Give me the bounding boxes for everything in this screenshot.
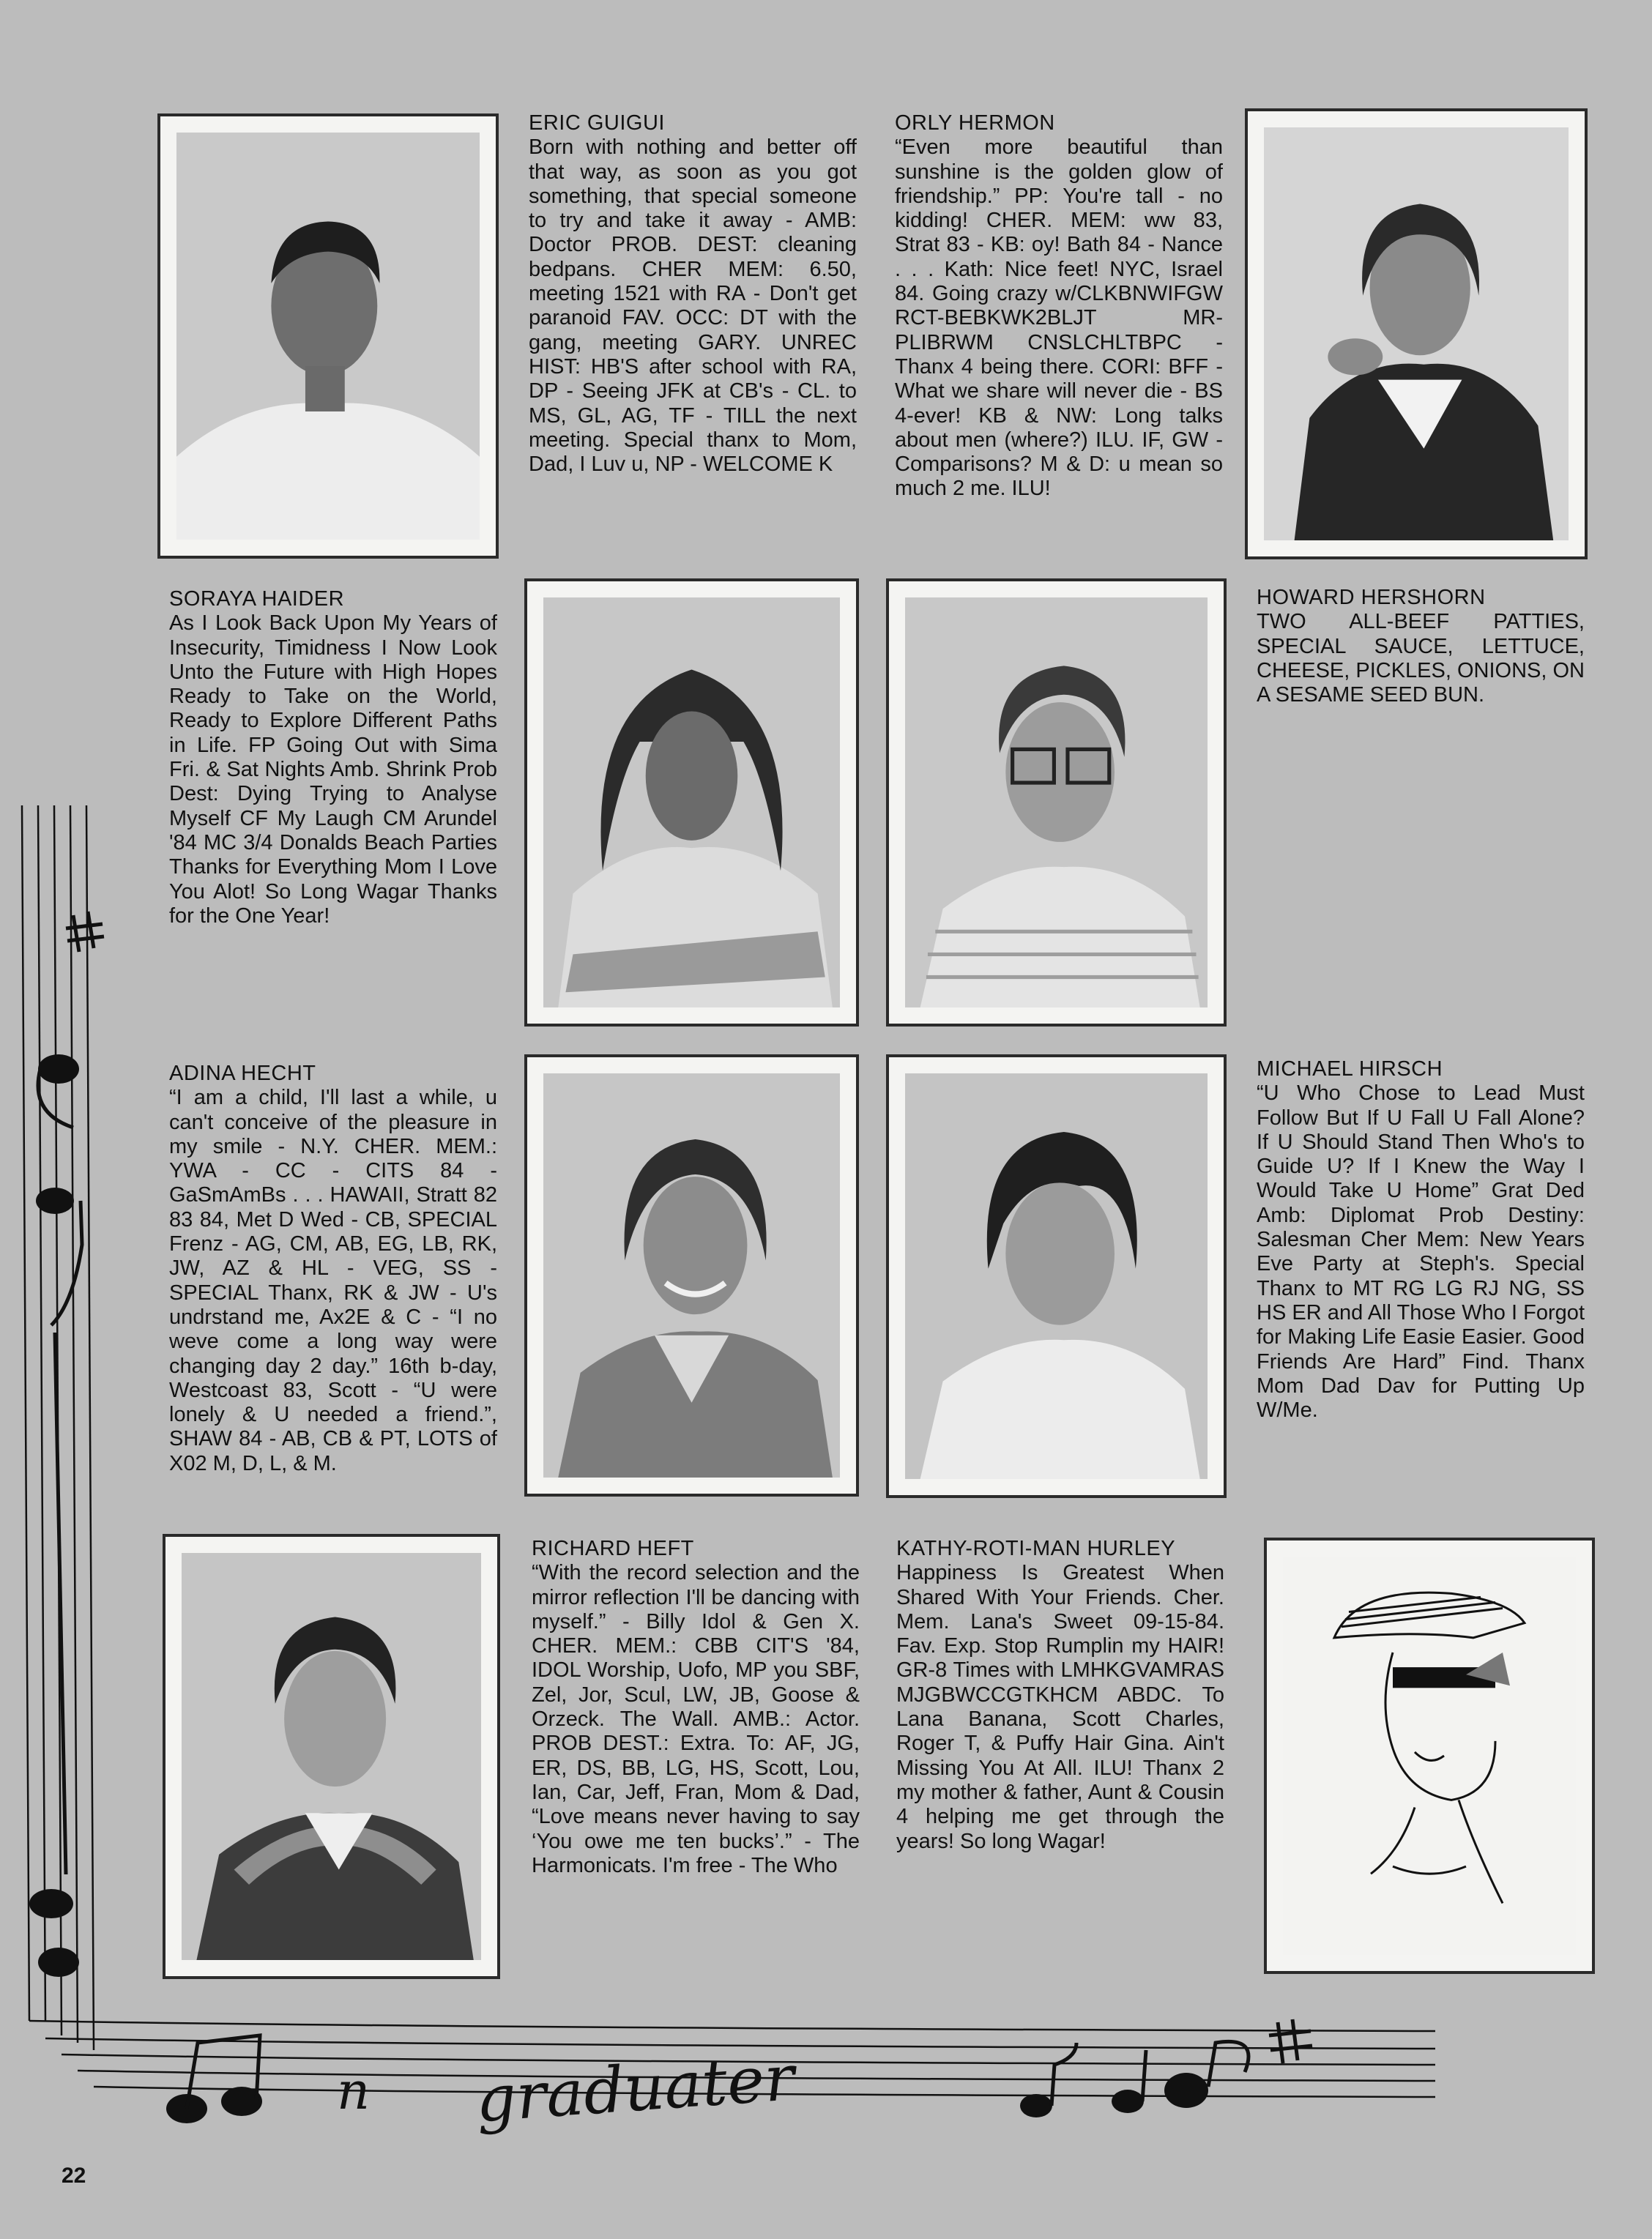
student-name: KATHY-ROTI-MAN HURLEY (896, 1537, 1176, 1560)
student-bio: “Even more beautiful than sunshine is the golden glow of friendship.” PP: You're tall - no kidding! CHER. MEM: ww 83, Strat 83 - KB: oy! Bath 84 - Nance . . . Kath: Nice feet! NYC, Israel 84. Going crazy w/CLKBNWIFGW RCT-BEBKWK2BLJT MR-PLIBRWM CNSLCHLTBPC - Thanx 4 being there. CORI: BFF - What we share will never die - BS 4-ever! KB & NW: Long talks about men (where?) ILU. IF, GW - Comparisons? M & D: u mean so much 2 me. ILU! (895, 135, 1223, 501)
bio-adina-hecht (169, 1062, 497, 1476)
bio-soraya-haider (169, 587, 497, 928)
page-number: 22 (62, 2164, 86, 2188)
student-name: ADINA HECHT (169, 1062, 316, 1085)
footer-script-text: graduater (473, 2041, 797, 2137)
student-name: SORAYA HAIDER (169, 587, 345, 611)
portrait-orly-hermon (1245, 108, 1588, 559)
student-bio: TWO ALL-BEEF PATTIES, SPECIAL SAUCE, LETTUCE, CHEESE, PICKLES, ONIONS, ON A SESAME SEED BUN. (1257, 610, 1585, 707)
portrait-michael-hirsch (886, 1054, 1227, 1498)
student-bio: “With the record selection and the mirror reflection I'll be dancing with myself.” - Billy Idol & Gen X. CHER. MEM.: CBB CIT'S '84, IDOL Worship, Uofo, MP you SBF, Zel, Jor, Scul, LW, JB, Goose & Orzeck. The Wall. AMB.: Actor. PROB DEST.: Extra. To: AF, JG, ER, DS, BB, LG, HS, Scott, Lou, Ian, Car, Jeff, Fran, Mom & Dad, “Love means never having to say ‘You owe me ten bucks’.” - The Harmonicats. I'm free - The Who (532, 1561, 860, 1877)
student-bio: Born with nothing and better off that way, as soon as you got something, that special someone to try and take it away - AMB: Doctor PROB. DEST: cleaning bedpans. CHER MEM: 6.50, meeting 1521 with RA - Don't get paranoid FAV. OCC: DT with the gang, meeting GARY. UNREC HIST: HB'S after school with RA, DP - Seeing JFK at CB's - CL. to MS, GL, AG, TF - TILL the next meeting. Special thanx to Mom, Dad, I Luv u, NP - WELCOME K (529, 135, 857, 477)
student-bio: “I am a child, I'll last a while, u can't conceive of the pleasure in my smile - N.Y. CHER. MEM.: YWA - CC - CITS 84 - GaSmAmBs . . . HAWAII, Stratt 82 83 84, Met D Wed - CB, SPECIAL Frenz - AG, CM, AB, EG, LB, RK, JW, AZ & HL - VEG, SS - SPECIAL Thanx, RK & JW - U's undrstand me, Ax2E & C - “I no weve come a long way were changing day 2 day.” 16th b-day, Westcoast 83, Scott - “U were lonely & U needed a friend.”, SHAW 84 - AB, CB & PT, LOTS of X02 M, D, L, & M. (169, 1086, 497, 1475)
student-name: HOWARD HERSHORN (1257, 586, 1486, 609)
student-name: RICHARD HEFT (532, 1537, 694, 1560)
footer-script-n: n (337, 2061, 371, 2121)
portrait-howard-hershorn (886, 578, 1227, 1027)
bio-orly-hermon (895, 111, 1223, 502)
portrait-eric-guigui (157, 113, 499, 559)
student-name: MICHAEL HIRSCH (1257, 1057, 1443, 1081)
bio-michael-hirsch (1257, 1057, 1585, 1423)
bio-howard-hershorn (1257, 586, 1585, 707)
student-name: ORLY HERMON (895, 111, 1055, 135)
portrait-adina-hecht (524, 1054, 859, 1497)
bio-kathy-hurley (896, 1537, 1224, 1854)
portrait-richard-heft (163, 1534, 500, 1979)
bio-eric-guigui (529, 111, 857, 477)
student-bio: “U Who Chose to Lead Must Follow But If U Fall U Fall Alone? If U Should Stand Then Who's to Guide U? If I Knew the Way I Would Take U Home” Grat Ded Amb: Diplomat Prob Destiny: Salesman Cher Mem: New Years Eve Party at Steph's. Special Thanx to MT RG LG RJ NG, SS HS ER and All Those Who I Forgot for Making Life Easie Easier. Good Friends Are Hard” Find. Thanx Mom Dad Dav for Putting Up W/Me. (1257, 1081, 1585, 1423)
student-bio: As I Look Back Upon My Years of Insecurity, Timidness I Now Look Unto the Future with High Hopes Ready to Take on the World, Ready to Explore Different Paths in Life. FP Going Out with Sima Fri. & Sat Nights Amb. Shrink Prob Dest: Dying Trying to Analyse Myself CF My Laugh CM Arundel '84 MC 3/4 Donalds Beach Parties Thanks for Everything Mom I Love You Alot! So Long Wagar Thanks for the One Year! (169, 611, 497, 928)
bio-richard-heft (532, 1537, 860, 1878)
student-name: ERIC GUIGUI (529, 111, 665, 135)
student-bio: Happiness Is Greatest When Shared With Your Friends. Cher. Mem. Lana's Sweet 09-15-84. Fav. Exp. Stop Rumplin my HAIR! GR-8 Times with LMHKGVAMRAS MJGBWCCGTKHCM ABDC. To Lana Banana, Scott Charles, Roger T, & Puffy Hair Gina. Ain't Missing You At All. ILU! Thanx 2 my mother & father, Aunt & Cousin 4 helping me get through the years! So long Wagar! (896, 1561, 1224, 1853)
portrait-soraya-haider (524, 578, 859, 1027)
sketch-kathy-hurley (1264, 1538, 1595, 1974)
